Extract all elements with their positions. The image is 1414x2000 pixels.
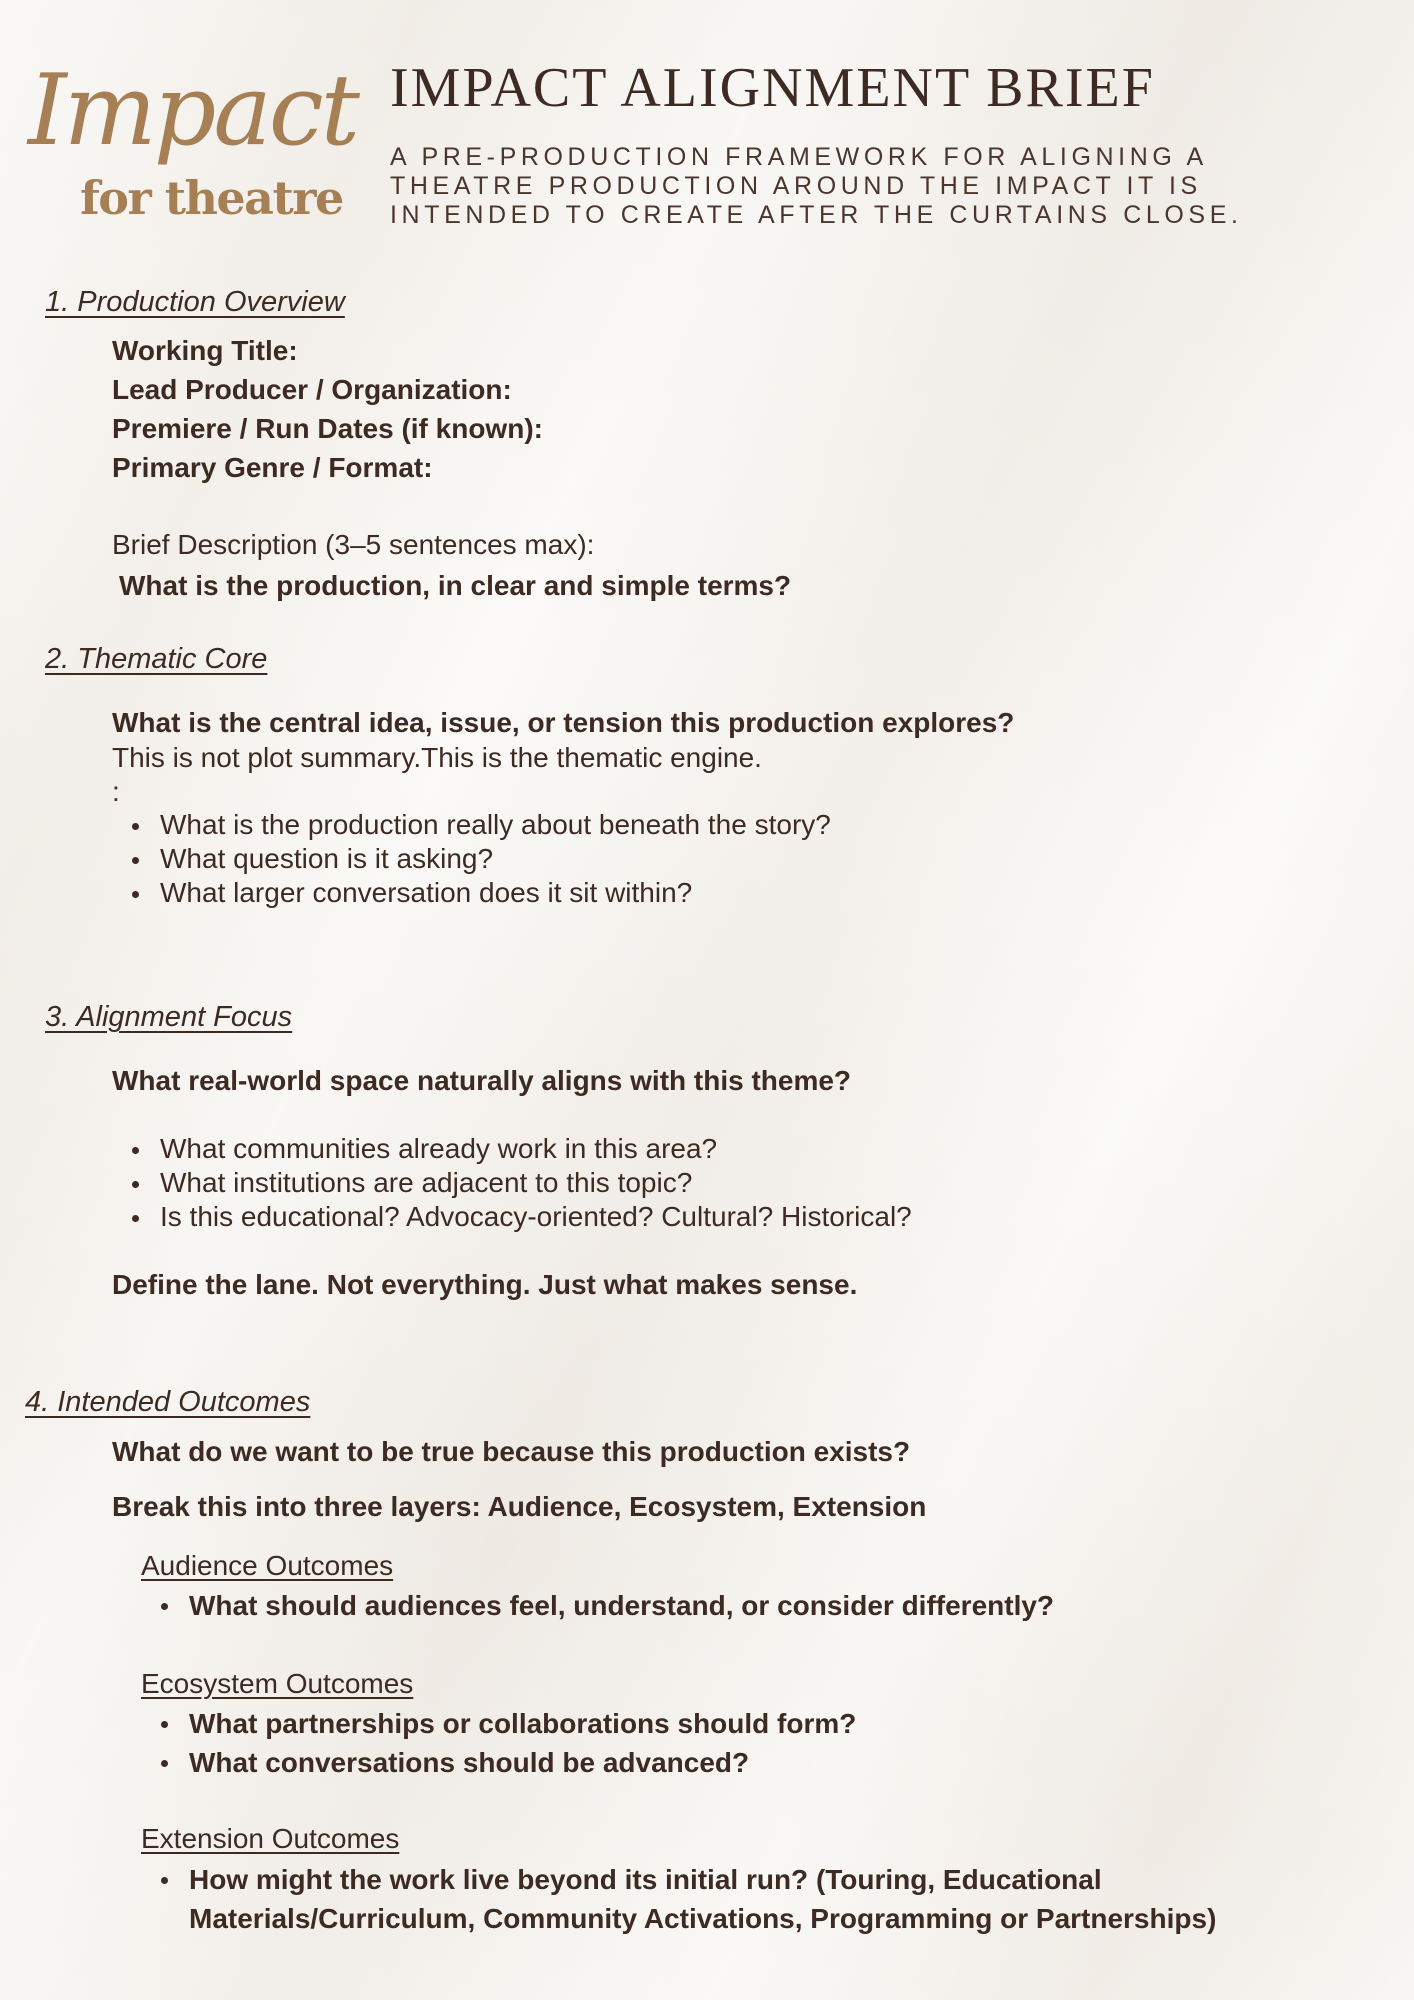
thematic-bullet-list — [112, 808, 831, 910]
list-item: Is this educational? Advocacy-oriented? Cultural? Historical? — [112, 1200, 912, 1234]
audience-outcomes-heading: Audience Outcomes — [141, 1550, 394, 1581]
subtitle-line: A PRE-PRODUCTION FRAMEWORK FOR ALIGNING A — [390, 143, 1208, 171]
thematic-colon: : — [112, 776, 120, 807]
list-item: What should audiences feel, understand, or consider differently? — [141, 1586, 1054, 1625]
section-heading-production-overview: 1. Production Overview — [45, 286, 345, 318]
list-item: What larger conversation does it sit within? — [112, 876, 831, 910]
list-item: What question is it asking? — [112, 842, 831, 876]
audience-bullet-list — [141, 1586, 1054, 1625]
alignment-closing: Define the lane. Not everything. Just what makes sense. — [112, 1269, 858, 1300]
field-genre-format: Primary Genre / Format: — [112, 452, 433, 483]
list-item: What is the production really about beneath the story? — [112, 808, 831, 842]
description-prompt: What is the production, in clear and simple terms? — [119, 570, 792, 601]
list-item: What institutions are adjacent to this topic? — [112, 1166, 912, 1200]
page-subtitle — [390, 143, 1390, 230]
thematic-note: This is not plot summary.This is the thematic engine. — [112, 742, 762, 773]
field-lead-producer: Lead Producer / Organization: — [112, 374, 512, 405]
section-heading-thematic-core: 2. Thematic Core — [45, 643, 268, 675]
section-heading-alignment-focus: 3. Alignment Focus — [45, 1001, 293, 1033]
description-label: Brief Description (3–5 sentences max): — [112, 529, 595, 560]
ecosystem-outcomes-heading: Ecosystem Outcomes — [141, 1668, 414, 1699]
outcomes-layers: Break this into three layers: Audience, Ecosystem, Extension — [112, 1491, 927, 1522]
thematic-question: What is the central idea, issue, or tension this production explores? — [112, 707, 1015, 738]
list-item: What communities already work in this area? — [112, 1132, 912, 1166]
list-item: What partnerships or collaborations should form? — [141, 1704, 856, 1743]
list-item: What conversations should be advanced? — [141, 1743, 856, 1782]
extension-outcomes-heading: Extension Outcomes — [141, 1823, 400, 1854]
field-working-title: Working Title: — [112, 335, 298, 366]
subtitle-line: THEATRE PRODUCTION AROUND THE IMPACT IT IS — [390, 172, 1202, 200]
extension-bullet-item: How might the work live beyond its initial run? (Touring, Educational Materials/Curriculum, Community Activations, Programming or Partnerships) — [141, 1860, 1249, 1938]
alignment-question: What real-world space naturally aligns with this theme? — [112, 1065, 852, 1096]
outcomes-question: What do we want to be true because this production exists? — [112, 1436, 911, 1467]
logo-sub-text: for theatre — [80, 171, 343, 225]
production-fields — [112, 331, 543, 487]
logo-script-text: Impact — [28, 54, 358, 168]
page-title: IMPACT ALIGNMENT BRIEF — [390, 57, 1155, 119]
field-run-dates: Premiere / Run Dates (if known): — [112, 413, 543, 444]
section-heading-intended-outcomes: 4. Intended Outcomes — [25, 1386, 311, 1418]
subtitle-line: INTENDED TO CREATE AFTER THE CURTAINS CLOSE. — [390, 201, 1243, 229]
alignment-bullet-list — [112, 1132, 912, 1234]
ecosystem-bullet-list — [141, 1704, 856, 1782]
